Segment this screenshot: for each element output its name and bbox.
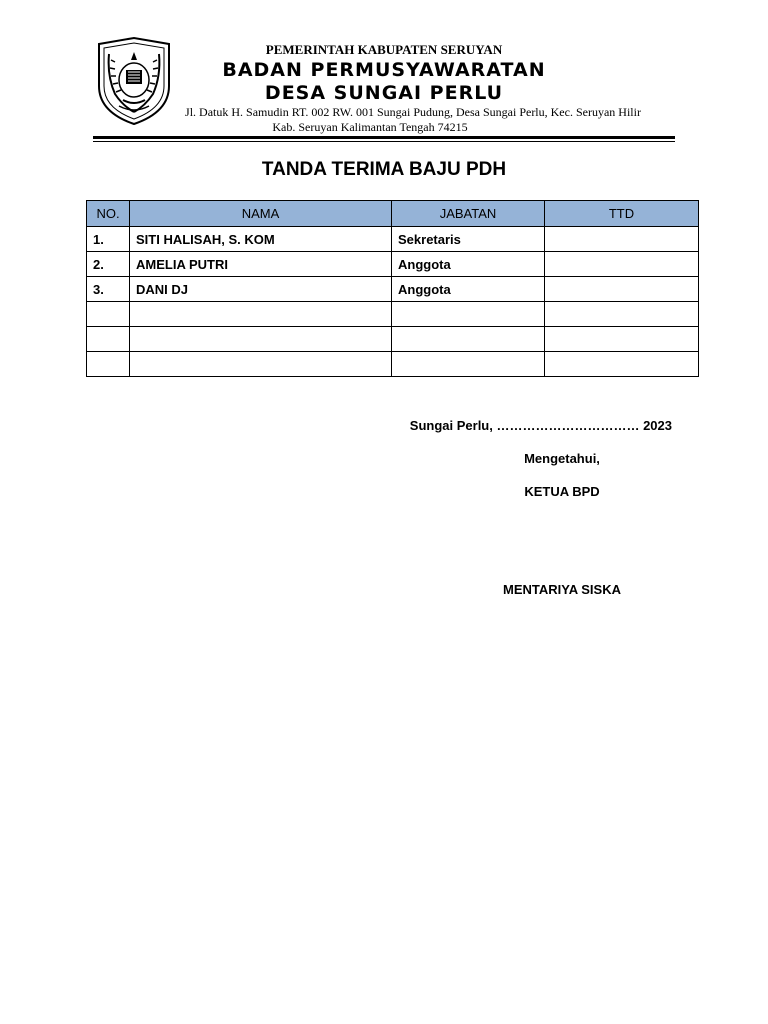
cell-no	[87, 352, 130, 377]
table-row	[87, 352, 699, 377]
cell-ttd	[545, 327, 699, 352]
table-row	[87, 252, 699, 277]
cell-no: 2.	[87, 252, 130, 277]
cell-ttd	[545, 352, 699, 377]
letterhead-address-line1: Jl. Datuk H. Samudin RT. 002 RW. 001 Sungai Pudung, Desa Sungai Perlu, Kec. Seruyan Hilir	[185, 105, 641, 119]
signature-name: MENTARIYA SISKA	[503, 582, 621, 597]
cell-no: 1.	[87, 227, 130, 252]
receipt-table	[86, 200, 699, 377]
cell-jabatan	[392, 327, 545, 352]
signature-role: KETUA BPD	[524, 484, 600, 499]
cell-jabatan: Sekretaris	[392, 227, 545, 252]
cell-jabatan	[392, 302, 545, 327]
cell-no	[87, 302, 130, 327]
cell-nama: AMELIA PUTRI	[130, 252, 392, 277]
table-row	[87, 227, 699, 252]
signature-acknowledged: Mengetahui,	[524, 451, 600, 466]
letterhead-government: PEMERINTAH KABUPATEN SERUYAN	[265, 42, 503, 57]
cell-jabatan: Anggota	[392, 277, 545, 302]
letterhead-institution: BADAN PERMUSYAWARATAN	[222, 59, 546, 81]
cell-jabatan	[392, 352, 545, 377]
column-header-nama: NAMA	[130, 201, 392, 227]
column-header-jabatan: JABATAN	[392, 201, 545, 227]
cell-no: 3.	[87, 277, 130, 302]
document-title-text: TANDA TERIMA BAJU PDH	[261, 159, 507, 180]
cell-nama	[130, 302, 392, 327]
cell-nama: DANI DJ	[130, 277, 392, 302]
cell-ttd	[545, 227, 699, 252]
letterhead-divider-thin	[93, 141, 675, 142]
document-title	[0, 159, 768, 181]
cell-jabatan: Anggota	[392, 252, 545, 277]
signature-place-date: Sungai Perlu, …………………………… 2023	[409, 418, 672, 433]
cell-ttd	[545, 302, 699, 327]
table-row	[87, 277, 699, 302]
cell-no	[87, 327, 130, 352]
cell-ttd	[545, 277, 699, 302]
cell-nama	[130, 352, 392, 377]
cell-nama: SITI HALISAH, S. KOM	[130, 227, 392, 252]
letterhead-address-line2: Kab. Seruyan Kalimantan Tengah 74215	[272, 120, 468, 134]
table-row	[87, 302, 699, 327]
letterhead-village: DESA SUNGAI PERLU	[264, 82, 504, 104]
table-header-row	[87, 201, 699, 227]
cell-nama	[130, 327, 392, 352]
letterhead-divider-thick	[93, 136, 675, 139]
cell-ttd	[545, 252, 699, 277]
column-header-no: NO.	[87, 201, 130, 227]
table-row	[87, 327, 699, 352]
column-header-ttd: TTD	[545, 201, 699, 227]
